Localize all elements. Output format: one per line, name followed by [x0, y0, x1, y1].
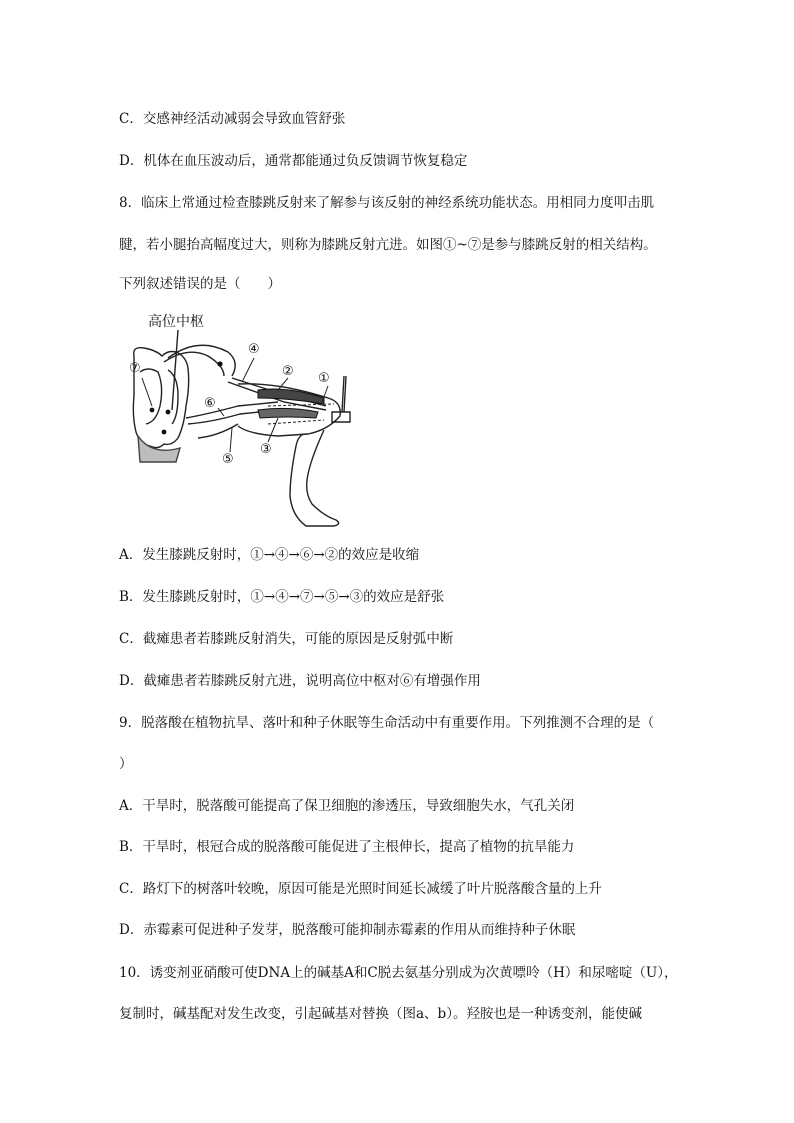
label-5: ⑤	[222, 452, 234, 467]
option-9c: C．路灯下的树落叶较晚，原因可能是光照时间延长减缓了叶片脱落酸含量的上升	[119, 881, 602, 897]
option-9d: D．赤霉素可促进种子发芽，脱落酸可能抑制赤霉素的作用从而维持种子休眠	[119, 922, 576, 938]
label-2: ②	[282, 364, 294, 379]
label-4: ④	[248, 342, 260, 357]
line-c-q7: C．交感神经活动减弱会导致血管舒张	[119, 111, 346, 127]
question-10-line-2: 复制时，碱基配对发生改变，引起碱基对替换（图a、b）。羟胺也是一种诱变剂，能使碱	[119, 1006, 642, 1022]
label-6: ⑥	[204, 396, 216, 411]
option-8a: A．发生膝跳反射时，①→④→⑥→②的效应是收缩	[119, 547, 420, 563]
question-8-line-1: 8．临床上常通过检查膝跳反射来了解参与该反射的神经系统功能状态。用相同力度叩击肌	[119, 195, 655, 211]
label-7: ⑦	[129, 361, 141, 376]
option-9b: B．干旱时，根冠合成的脱落酸可能促进了主根伸长，提高了植物的抗旱能力	[119, 839, 575, 855]
question-9-line-2: ）	[119, 756, 133, 772]
question-10-line-1: 10．诱变剂亚硝酸可使DNA上的碱基A和C脱去氨基分别成为次黄嘌呤（H）和尿嘧啶（U），	[119, 965, 678, 981]
line-d-q7: D．机体在血压波动后，通常都能通过负反馈调节恢复稳定	[119, 153, 468, 169]
knee-reflex-figure	[128, 306, 358, 528]
option-8c: C．截瘫患者若膝跳反射消失，可能的原因是反射弧中断	[119, 631, 454, 647]
question-8-line-2: 腱，若小腿抬高幅度过大，则称为膝跳反射亢进。如图①~⑦是参与膝跳反射的相关结构。	[119, 237, 657, 253]
figure-title: 高位中枢	[148, 314, 204, 330]
label-3: ③	[260, 442, 272, 457]
label-1: ①	[318, 371, 330, 386]
question-8-line-3: 下列叙述错误的是（ ）	[119, 276, 281, 292]
option-8d: D．截瘫患者若膝跳反射亢进，说明高位中枢对⑥有增强作用	[119, 673, 481, 689]
question-9-line-1: 9．脱落酸在植物抗旱、落叶和种子休眠等生命活动中有重要作用。下列推测不合理的是（	[119, 715, 655, 731]
option-8b: B．发生膝跳反射时，①→④→⑦→⑤→③的效应是舒张	[119, 589, 445, 605]
knee-reflex-diagram	[128, 306, 358, 528]
option-9a: A．干旱时，脱落酸可能提高了保卫细胞的渗透压，导致细胞失水，气孔关闭	[119, 798, 575, 814]
